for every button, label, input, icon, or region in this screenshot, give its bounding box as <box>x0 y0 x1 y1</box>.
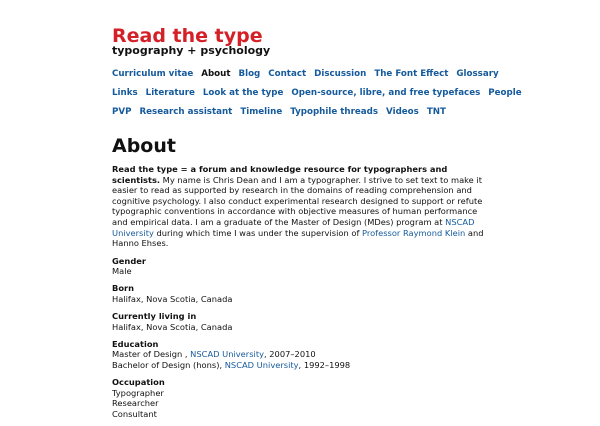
nav-link-timeline[interactable]: Timeline <box>240 107 283 117</box>
living-label: Currently living in <box>112 311 197 322</box>
occupation-label: Occupation <box>112 377 165 388</box>
intro-paragraph <box>112 164 492 249</box>
nav-link-the-font-effect[interactable]: The Font Effect <box>374 69 449 79</box>
occupation-value: Consultant <box>112 408 157 419</box>
nav-item <box>240 106 282 118</box>
raymond-klein-link[interactable]: Professor Raymond Klein <box>362 227 466 238</box>
nav-item <box>268 68 306 80</box>
nav-item <box>291 87 480 99</box>
nav-item <box>456 68 498 80</box>
nav-link-tnt[interactable]: TNT <box>426 107 446 117</box>
nav-item <box>112 87 138 99</box>
nav-link-typophile-threads[interactable]: Typophile threads <box>290 107 379 117</box>
nav-link-research-assistant[interactable]: Research assistant <box>139 107 233 117</box>
gender-field <box>112 256 492 277</box>
occupation-value: Typographer <box>112 387 164 398</box>
nav-link-videos[interactable]: Videos <box>386 107 419 117</box>
intro-text-2: during which time I was under the supervision of <box>153 227 363 238</box>
nav-row-2 <box>112 87 522 99</box>
born-field <box>112 283 492 304</box>
nav-link-contact[interactable]: Contact <box>268 69 307 79</box>
living-value: Halifax, Nova Scotia, Canada <box>112 321 233 332</box>
occupation-value: Researcher <box>112 398 159 409</box>
nav-item <box>488 87 521 99</box>
nav-item <box>386 106 419 118</box>
gender-label: Gender <box>112 255 147 266</box>
site-tagline: typography + psychology <box>112 44 271 57</box>
nav-item <box>238 68 260 80</box>
education-years: , 1992–1998 <box>298 360 351 370</box>
education-item <box>112 360 492 371</box>
nav-item <box>374 68 448 80</box>
nscad-link[interactable]: NSCAD University <box>112 216 475 238</box>
nav-item <box>314 68 366 80</box>
intro-text-1: My name is Chris Dean and I am a typographer. I strive to set text to make it easier to read as supported by research in the domains of reading comprehension and cognitive psychology. I also conduct experimental research designed to support or refute typographic conventions in accordance with objective measures of human performance and empirical data. I am a graduate of the Master of Design (MDes) program at <box>112 174 483 227</box>
nav-link-pvp[interactable]: PVP <box>112 107 132 117</box>
nav-item <box>290 106 378 118</box>
education-field <box>112 339 492 371</box>
education-years: , 2007–2010 <box>264 349 316 360</box>
nav-link-literature[interactable]: Literature <box>145 88 195 98</box>
nav-item <box>112 106 131 118</box>
nav-item <box>427 106 446 118</box>
nav-link-links[interactable]: Links <box>112 88 138 98</box>
nav-link-blog[interactable]: Blog <box>238 69 261 79</box>
nav-item <box>112 68 193 80</box>
nav-link-about[interactable]: About <box>201 69 231 79</box>
nav-item <box>146 87 195 99</box>
intro-lead: Read the type = a forum and knowledge resource for typographers and scientists. <box>112 164 448 185</box>
education-degree: Bachelor of Design (hons), <box>112 360 225 370</box>
nav-item <box>139 106 232 118</box>
main-content <box>112 164 492 426</box>
occupation-field <box>112 377 492 419</box>
education-nscad-link[interactable]: NSCAD University <box>224 360 299 370</box>
intro-text-3: and Hanno Ehses. <box>112 227 484 249</box>
page-title: About <box>112 135 176 157</box>
education-item <box>112 349 492 360</box>
nav-link-look-at-the-type[interactable]: Look at the type <box>202 88 284 98</box>
education-label: Education <box>112 338 159 349</box>
gender-value: Male <box>112 266 132 277</box>
born-value: Halifax, Nova Scotia, Canada <box>112 294 233 305</box>
nav-item <box>203 87 284 99</box>
site-title[interactable]: Read the type <box>112 25 263 47</box>
nav-row-1 <box>112 68 499 80</box>
born-label: Born <box>112 283 135 294</box>
nav-link-glossary[interactable]: Glossary <box>456 69 499 79</box>
nav-link-curriculum-vitae[interactable]: Curriculum vitae <box>112 69 194 79</box>
nav-item <box>201 68 230 80</box>
nav-link-discussion[interactable]: Discussion <box>314 69 367 79</box>
education-nscad-link[interactable]: NSCAD University <box>190 349 264 360</box>
living-field <box>112 311 492 332</box>
nav-row-3 <box>112 106 492 118</box>
education-degree: Master of Design , <box>112 349 191 360</box>
nav-link-open-source-libre-and-free-typefaces[interactable]: Open-source, libre, and free typefaces <box>291 88 481 98</box>
nav-link-people[interactable]: People <box>488 88 522 98</box>
